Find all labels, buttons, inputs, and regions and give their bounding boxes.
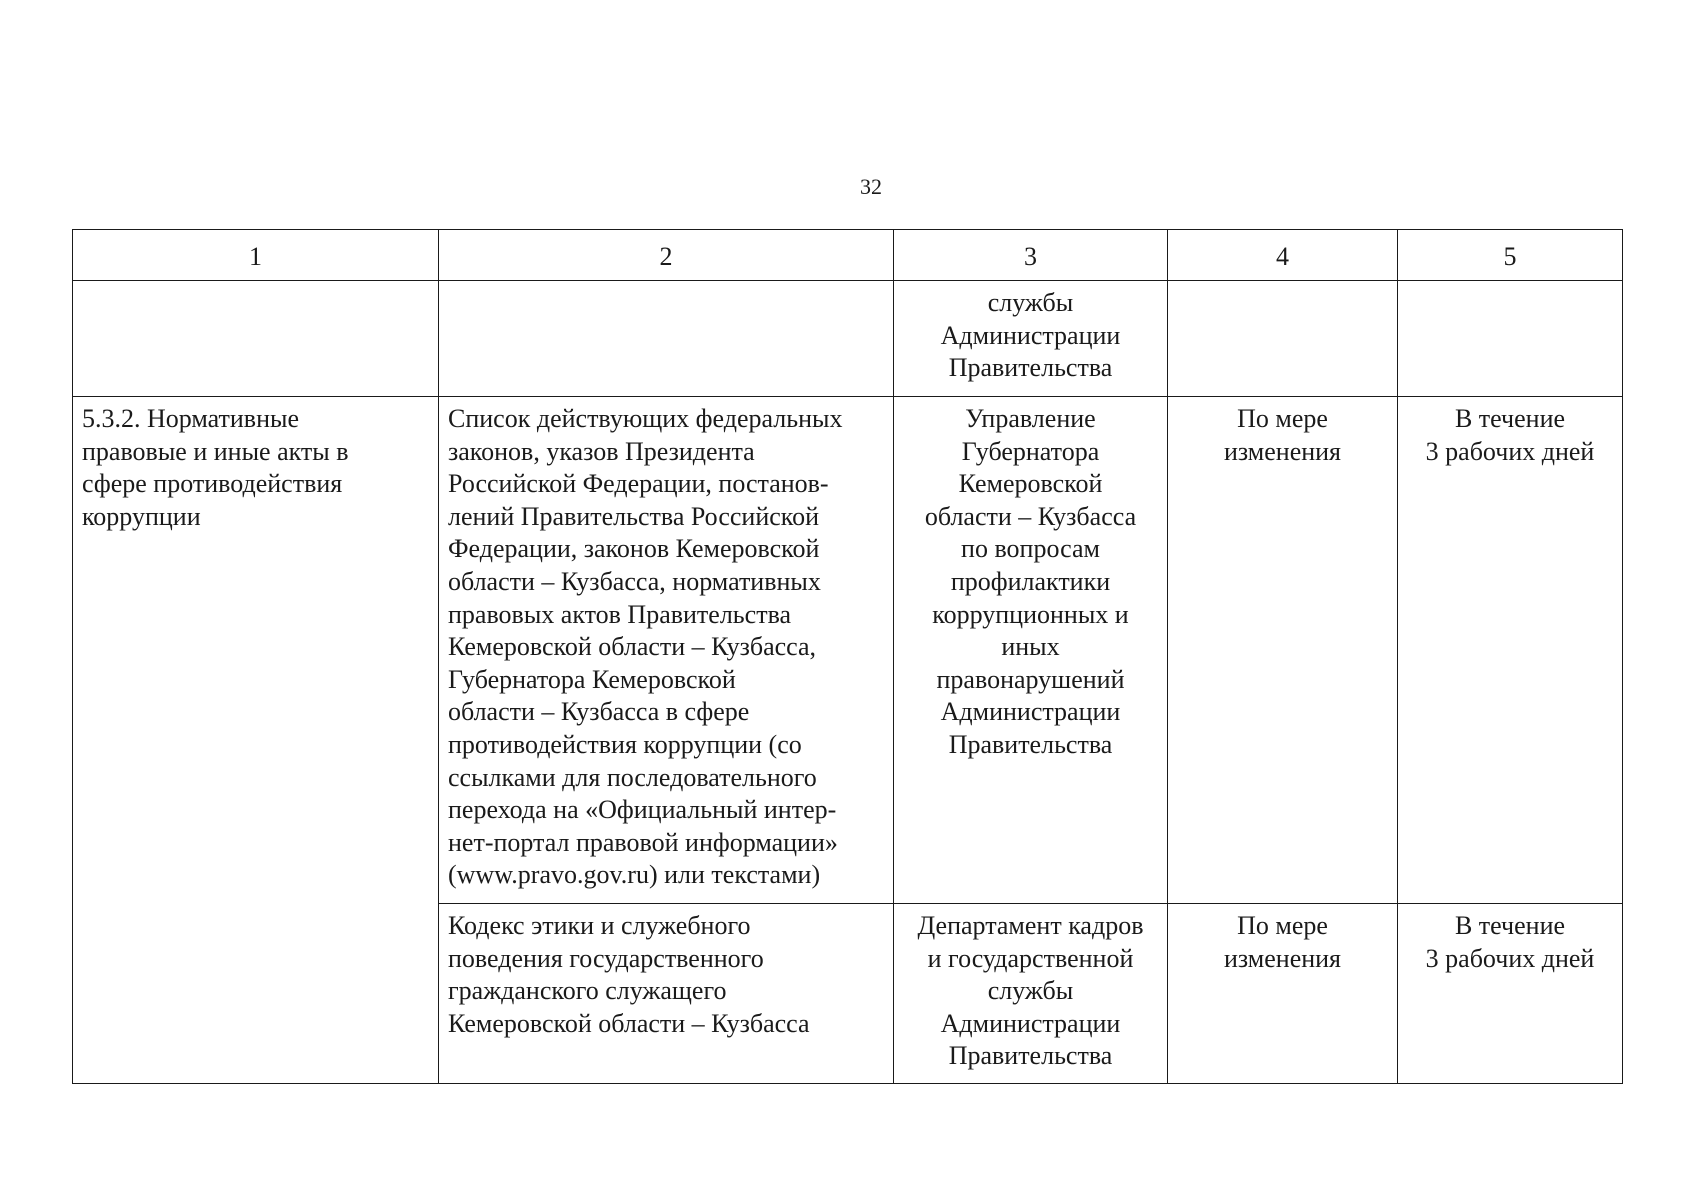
continuation-cell-2 xyxy=(439,281,894,397)
column-number-1: 1 xyxy=(73,230,439,281)
section-title-cell: 5.3.2. Нормативные правовые и иные акты в сфере противодействия коррупции xyxy=(73,397,439,1084)
responsible-cell: Департамент кадров и государственной службы Администрации Правительства xyxy=(894,904,1168,1084)
document-cell: Список действующих федеральных законов, указов Президента Российской Федерации, постанов- лений Правительства Российской Федерации, законов Кемеровской области – Кузбасса, нормативных правовых актов Правительства Кемеровской области – Кузбасса, Губернатора Кемеровской области – Кузбасса в сфере противодействия коррупции (со ссылками для последовательного перехода на «Официальный интер- нет-портал правовой информации» (www.pravo.gov.ru) или текстами) xyxy=(439,397,894,904)
deadline-cell: В течение 3 рабочих дней xyxy=(1398,397,1623,904)
continuation-row xyxy=(73,281,1623,397)
column-number-3: 3 xyxy=(894,230,1168,281)
table-row xyxy=(73,397,1623,904)
deadline-cell: В течение 3 рабочих дней xyxy=(1398,904,1623,1084)
continuation-cell-5 xyxy=(1398,281,1623,397)
document-cell: Кодекс этики и служебного поведения государственного гражданского служащего Кемеровской области – Кузбасса xyxy=(439,904,894,1084)
responsible-cell: Управление Губернатора Кемеровской области – Кузбасса по вопросам профилактики коррупционных и иных правонарушений Администрации Правительства xyxy=(894,397,1168,904)
continuation-responsible-cell: службы Администрации Правительства xyxy=(894,281,1168,397)
column-number-row xyxy=(73,230,1623,281)
column-number-2: 2 xyxy=(439,230,894,281)
column-number-5: 5 xyxy=(1398,230,1623,281)
frequency-cell: По мере изменения xyxy=(1168,904,1398,1084)
frequency-cell: По мере изменения xyxy=(1168,397,1398,904)
column-number-4: 4 xyxy=(1168,230,1398,281)
measures-table xyxy=(72,229,1623,1084)
continuation-cell-1 xyxy=(73,281,439,397)
continuation-cell-4 xyxy=(1168,281,1398,397)
page-number: 32 xyxy=(860,174,882,199)
